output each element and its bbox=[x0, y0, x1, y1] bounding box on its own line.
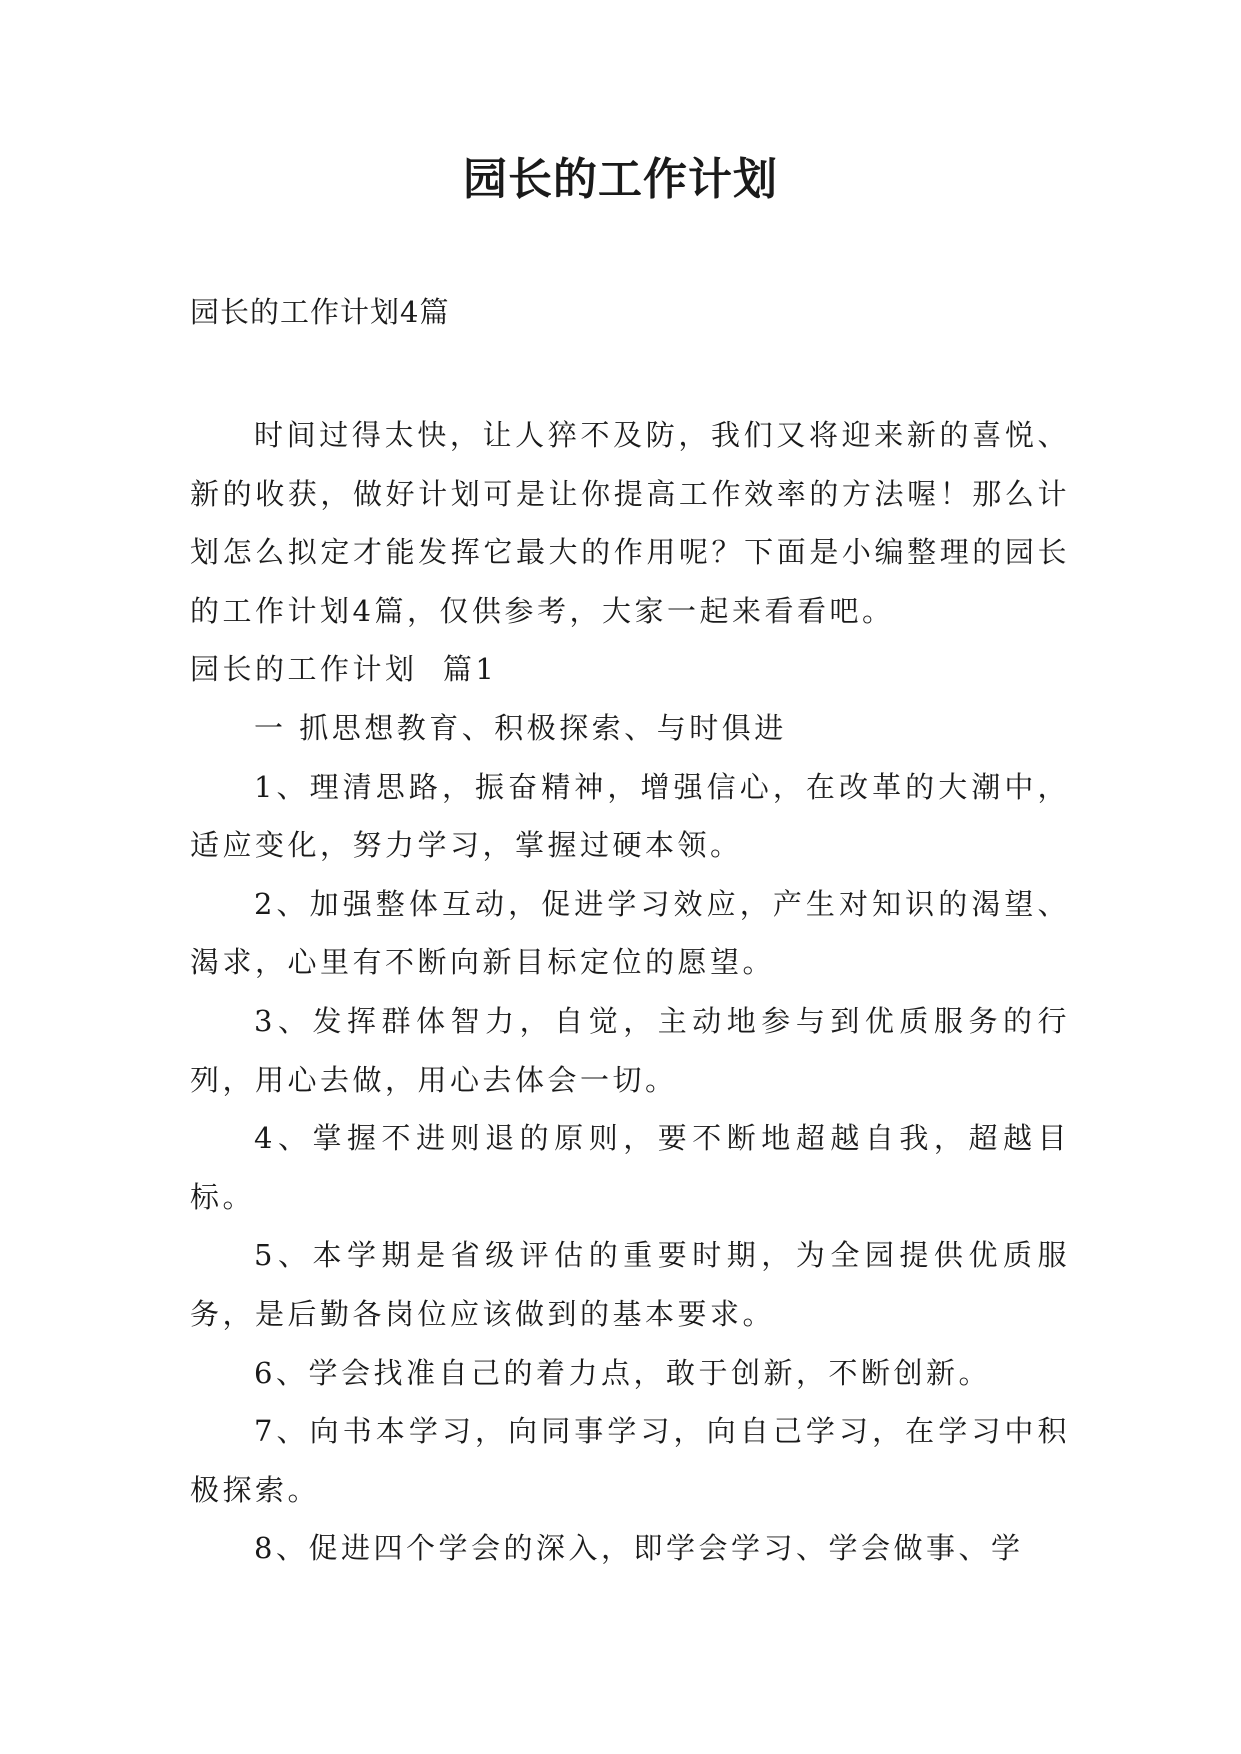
document-title: 园长的工作计划 bbox=[463, 154, 778, 205]
list-item: 1、理清思路，振奋精神，增强信心，在改革的大潮中，适应变化，努力学习，掌握过硬本领。 bbox=[190, 769, 1070, 863]
document-body bbox=[190, 406, 1070, 1578]
intro-paragraph: 时间过得太快，让人猝不及防，我们又将迎来新的喜悦、新的收获，做好计划可是让你提高工作效率的方法喔！那么计划怎么拟定才能发挥它最大的作用呢？下面是小编整理的园长的工作计划4篇，仅供参考，大家一起来看看吧。 bbox=[190, 418, 1070, 628]
list-item: 2、加强整体互动，促进学习效应，产生对知识的渴望、渴求，心里有不断向新目标定位的愿望。 bbox=[190, 886, 1070, 980]
list-item: 6、学会找准自己的着力点，敢于创新，不断创新。 bbox=[254, 1355, 991, 1390]
subsection-heading: 一 抓思想教育、积极探索、与时俱进 bbox=[254, 710, 787, 745]
list-item: 3、发挥群体智力，自觉，主动地参与到优质服务的行列，用心去做，用心去体会一切。 bbox=[190, 1003, 1070, 1097]
section-heading: 园长的工作计划 篇1 bbox=[190, 652, 498, 687]
document-subtitle: 园长的工作计划4篇 bbox=[190, 295, 450, 329]
list-item: 5、本学期是省级评估的重要时期，为全园提供优质服务，是后勤各岗位应该做到的基本要求。 bbox=[190, 1238, 1070, 1331]
list-item: 7、向书本学习，向同事学习，向自己学习，在学习中积极探索。 bbox=[190, 1414, 1070, 1507]
list-item: 8、促进四个学会的深入，即学会学习、学会做事、学 bbox=[254, 1531, 1024, 1566]
list-item: 4、掌握不进则退的原则，要不断地超越自我，超越目标。 bbox=[190, 1121, 1070, 1214]
